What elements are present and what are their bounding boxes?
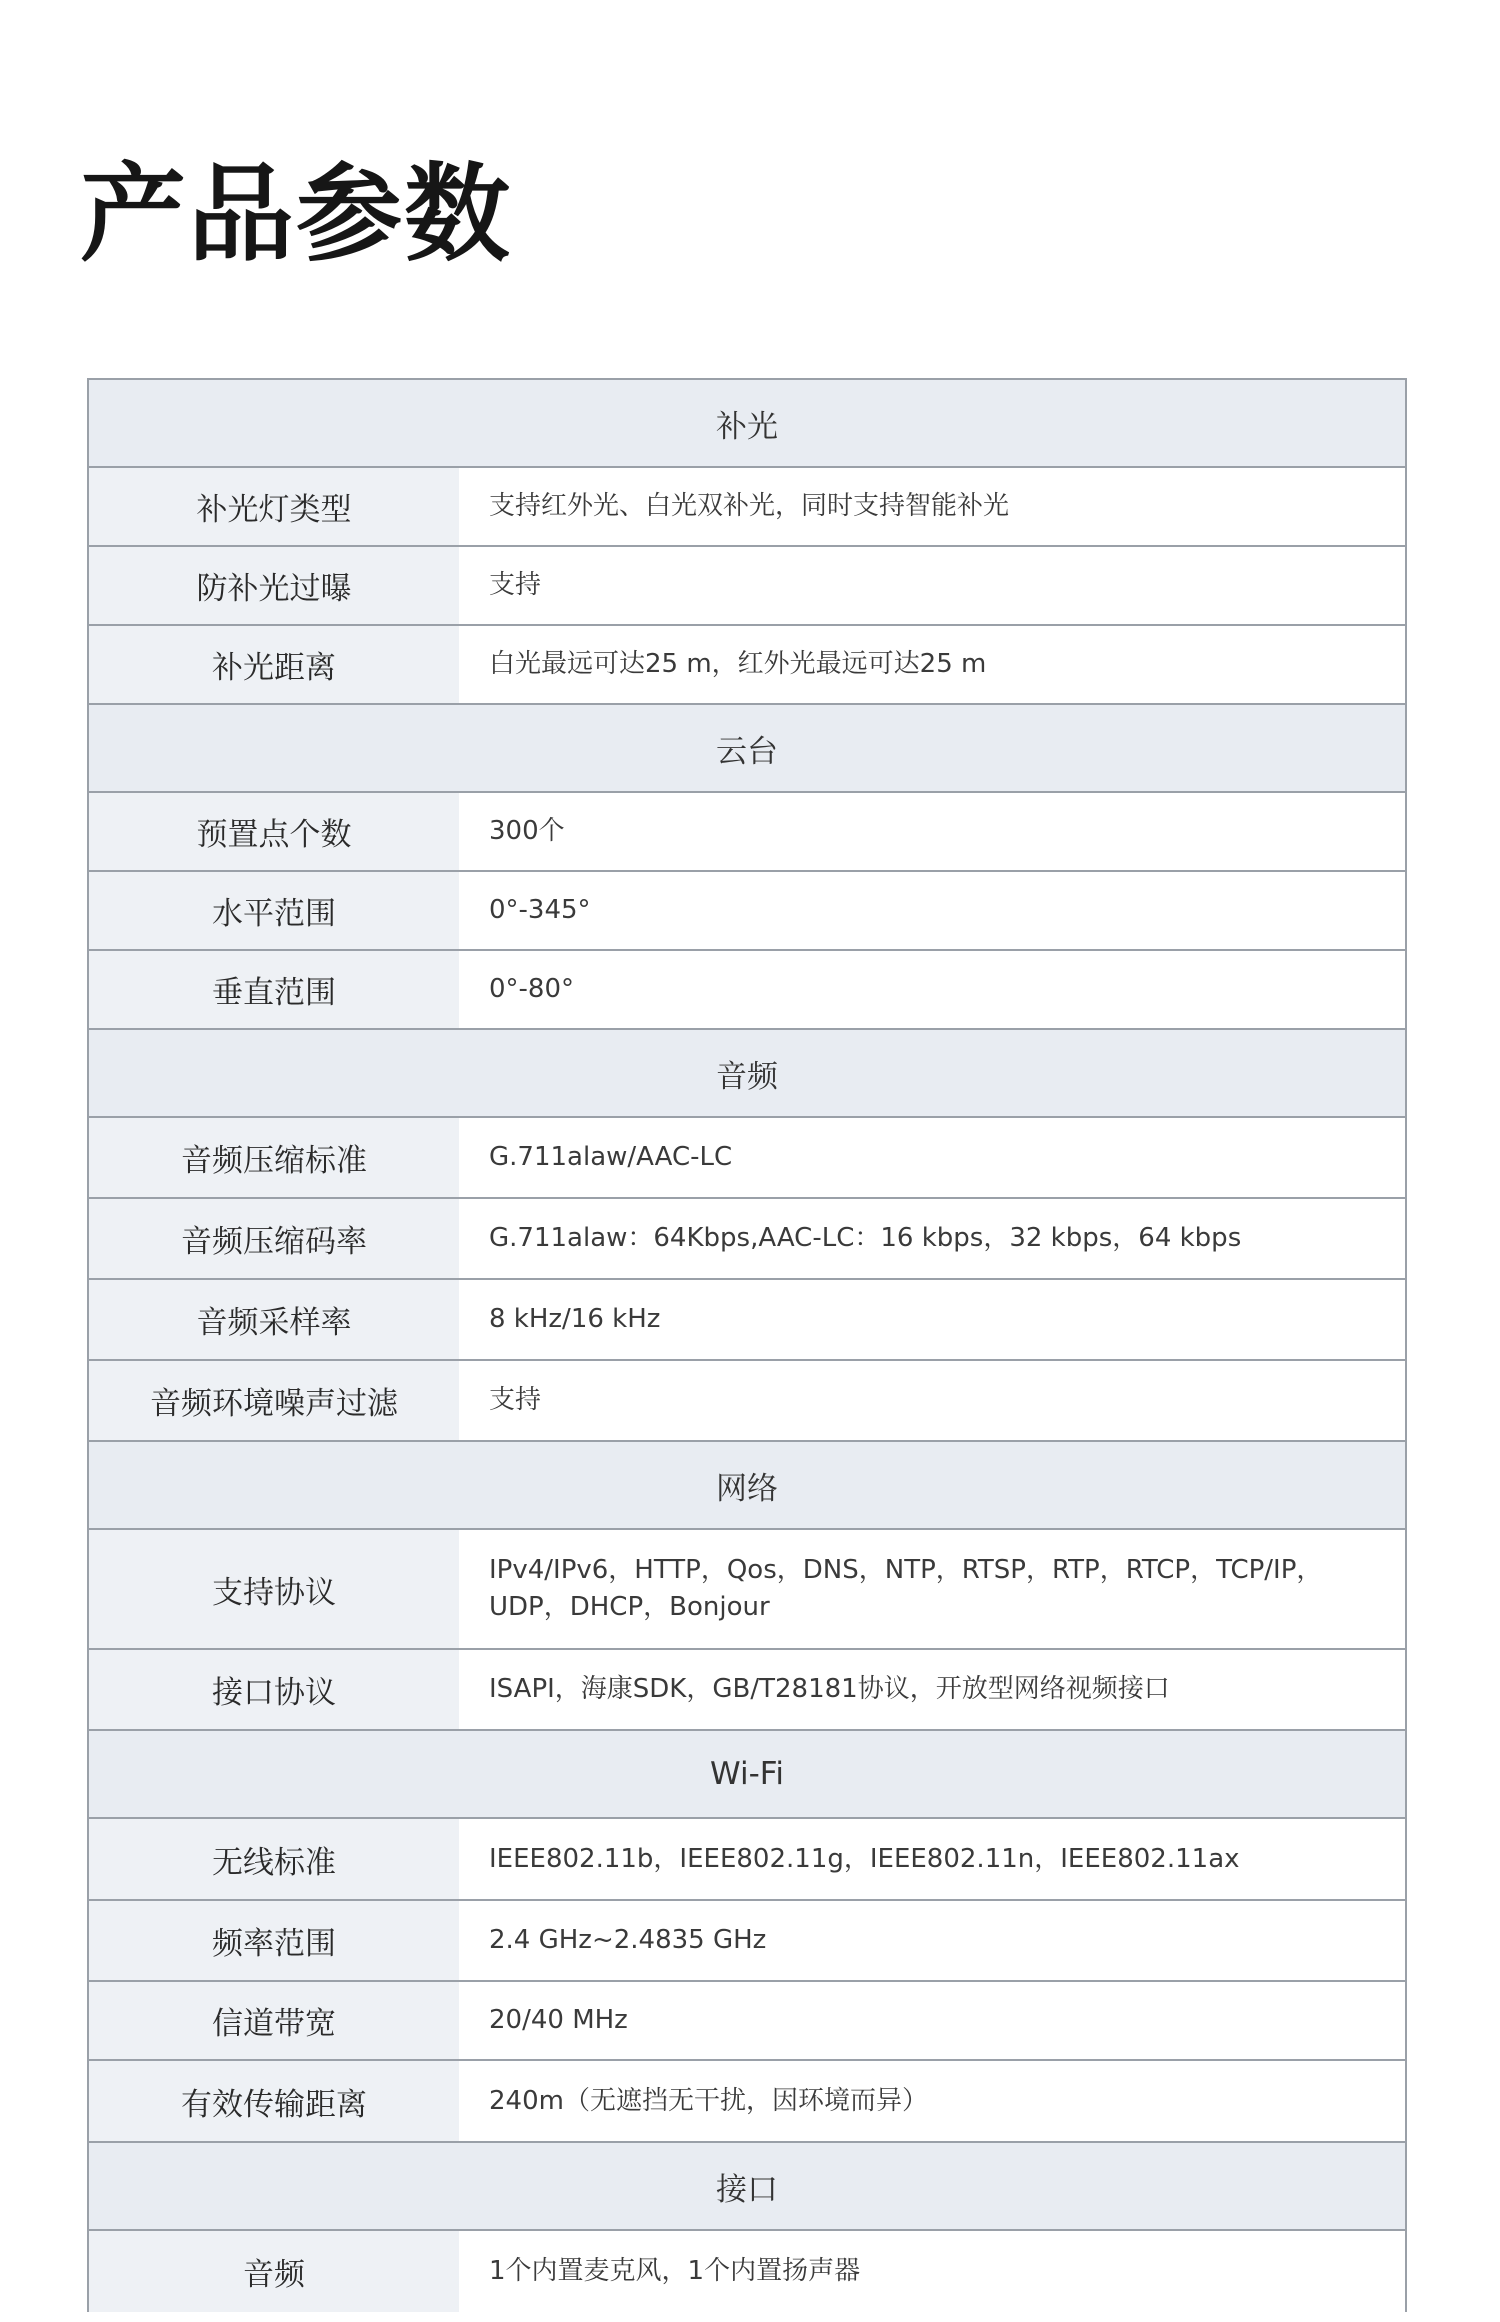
section-title: 音频 [88, 1029, 1406, 1117]
spec-row [88, 625, 1406, 704]
section-title: 网络 [88, 1441, 1406, 1529]
section-title: 云台 [88, 704, 1406, 792]
spec-value: 300个 [459, 792, 1406, 871]
spec-row [88, 1360, 1406, 1441]
section-header-wifi [88, 1730, 1406, 1818]
spec-value: IEEE802.11b，IEEE802.11g，IEEE802.11n，IEEE802.11ax [459, 1818, 1406, 1900]
spec-value: ISAPI，海康SDK，GB/T28181协议，开放型网络视频接口 [459, 1649, 1406, 1730]
spec-label: 接口协议 [88, 1649, 459, 1730]
page-title: 产品参数 [80, 153, 512, 276]
section-header-audio [88, 1029, 1406, 1117]
spec-value: 2.4 GHz~2.4835 GHz [459, 1900, 1406, 1981]
spec-row [88, 1117, 1406, 1198]
spec-row [88, 1529, 1406, 1649]
spec-row [88, 871, 1406, 950]
spec-value: 0°-80° [459, 950, 1406, 1029]
section-header-fill-light [88, 379, 1406, 467]
spec-label: 有效传输距离 [88, 2060, 459, 2142]
section-header-interface [88, 2142, 1406, 2230]
spec-label: 防补光过曝 [88, 546, 459, 625]
section-header-pan-tilt [88, 704, 1406, 792]
spec-row [88, 1198, 1406, 1279]
spec-value: IPv4/IPv6，HTTP，Qos，DNS，NTP，RTSP，RTP，RTCP，TCP/IP，UDP，DHCP，Bonjour [459, 1529, 1406, 1649]
spec-row [88, 2230, 1406, 2312]
spec-value: 240m（无遮挡无干扰，因环境而异） [459, 2060, 1406, 2142]
section-title: 补光 [88, 379, 1406, 467]
spec-label: 音频压缩码率 [88, 1198, 459, 1279]
section-header-network [88, 1441, 1406, 1529]
spec-row [88, 1818, 1406, 1900]
spec-label: 音频环境噪声过滤 [88, 1360, 459, 1441]
spec-label: 支持协议 [88, 1529, 459, 1649]
spec-label: 补光距离 [88, 625, 459, 704]
spec-row [88, 1900, 1406, 1981]
spec-label: 水平范围 [88, 871, 459, 950]
section-title: 接口 [88, 2142, 1406, 2230]
spec-label: 垂直范围 [88, 950, 459, 1029]
spec-value: 支持 [459, 546, 1406, 625]
spec-value: 1个内置麦克风，1个内置扬声器 [459, 2230, 1406, 2312]
spec-value: G.711alaw/AAC-LC [459, 1117, 1406, 1198]
spec-value: 20/40 MHz [459, 1981, 1406, 2060]
spec-label: 频率范围 [88, 1900, 459, 1981]
spec-value: G.711alaw：64Kbps,AAC-LC：16 kbps，32 kbps，64 kbps [459, 1198, 1406, 1279]
spec-row [88, 792, 1406, 871]
spec-label: 音频压缩标准 [88, 1117, 459, 1198]
spec-row [88, 467, 1406, 546]
spec-row [88, 1981, 1406, 2060]
section-title: Wi-Fi [88, 1730, 1406, 1818]
spec-label: 音频 [88, 2230, 459, 2312]
spec-value: 白光最远可达25 m，红外光最远可达25 m [459, 625, 1406, 704]
spec-value: 0°-345° [459, 871, 1406, 950]
spec-row [88, 2060, 1406, 2142]
spec-row [88, 1279, 1406, 1360]
spec-row [88, 546, 1406, 625]
spec-label: 预置点个数 [88, 792, 459, 871]
spec-value: 支持红外光、白光双补光，同时支持智能补光 [459, 467, 1406, 546]
spec-label: 无线标准 [88, 1818, 459, 1900]
spec-label: 补光灯类型 [88, 467, 459, 546]
spec-value: 8 kHz/16 kHz [459, 1279, 1406, 1360]
spec-table [87, 378, 1407, 2312]
spec-row [88, 1649, 1406, 1730]
spec-value: 支持 [459, 1360, 1406, 1441]
spec-label: 音频采样率 [88, 1279, 459, 1360]
spec-row [88, 950, 1406, 1029]
spec-label: 信道带宽 [88, 1981, 459, 2060]
